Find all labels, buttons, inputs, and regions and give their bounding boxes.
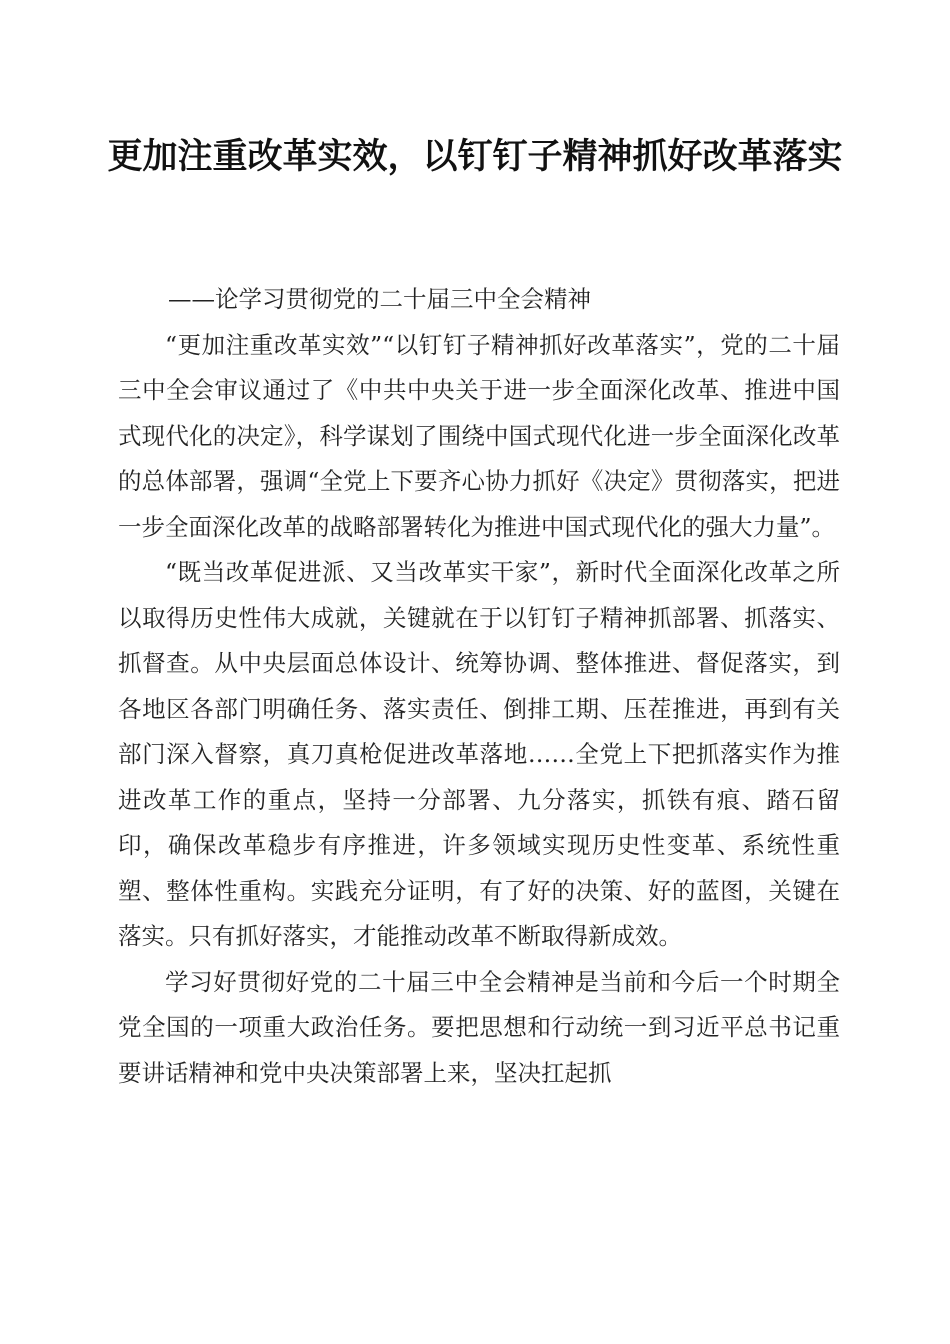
paragraph: “既当改革促进派、又当改革实干家”，新时代全面深化改革之所以取得历史性伟大成就，关键就在于以钉钉子精神抓部署、抓落实、抓督查。从中央层面总体设计、统筹协调、整体推进、督促落实，到各地区各部门明确任务、落实责任、倒排工期、压茬推进，再到有关部门深入督察，真刀真枪促进改革落地……全党上下把抓落实作为推进改革工作的重点，坚持一分部署、九分落实，抓铁有痕、踏石留印，确保改革稳步有序推进，许多领域实现历史性变革、系统性重塑、整体性重构。实践充分证明，有了好的决策、好的蓝图，关键在落实。只有抓好落实，才能推动改革不断取得新成效。 <box>118 558 840 950</box>
paragraph: 学习好贯彻好党的二十届三中全会精神是当前和今后一个时期全党全国的一项重大政治任务。要把思想和行动统一到习近平总书记重要讲话精神和党中央决策部署上来，坚决扛起抓 <box>118 967 840 1087</box>
paragraph: “更加注重改革实效”“以钉钉子精神抓好改革落实”，党的二十届三中全会审议通过了《中共中央关于进一步全面深化改革、推进中国式现代化的决定》，科学谋划了围绕中国式现代化进一步全面深化改革的总体部署，强调“全党上下要齐心协力抓好《决定》贯彻落实，把进一步全面深化改革的战略部署转化为推进中国式现代化的强大力量”。 <box>118 330 840 541</box>
document-subtitle: ——论学习贯彻党的二十届三中全会精神 <box>168 285 591 313</box>
document-title: 更加注重改革实效，以钉钉子精神抓好改革落实 <box>107 136 843 177</box>
document-body <box>118 277 840 1096</box>
